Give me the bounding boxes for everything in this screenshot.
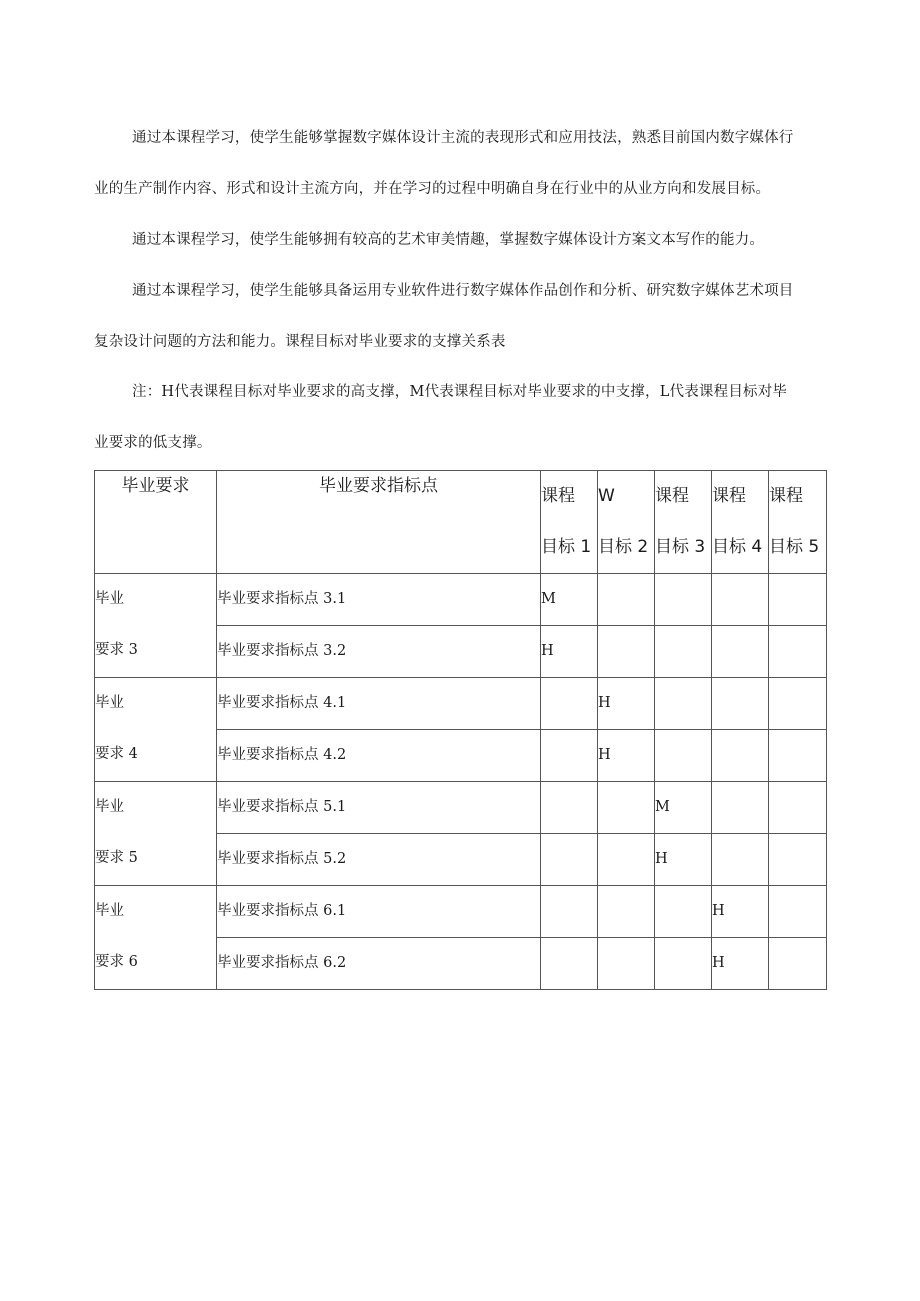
goal-5-mark: [769, 886, 827, 938]
goal-3-mark: [655, 886, 712, 938]
goal-1-mark: [541, 730, 598, 782]
paragraph-line: 通过本课程学习，使学生能够掌握数字媒体设计主流的表现形式和应用技法，熟悉目前国内数字媒体行: [132, 130, 794, 146]
paragraph-line: 通过本课程学习，使学生能够拥有较高的艺术审美情趣，掌握数字媒体设计方案文本写作的能力。: [132, 232, 765, 248]
header-goal-4: [712, 471, 769, 574]
indicator-cell: 毕业要求指标点 6.2: [217, 938, 541, 990]
goal-2-mark: [598, 782, 655, 834]
goal-4-mark: [712, 574, 769, 626]
goal-1-mark: [541, 938, 598, 990]
goal-5-mark: [769, 938, 827, 990]
header-goal-line2: 目标 1: [541, 537, 592, 557]
header-goal-line2: 目标 3: [655, 537, 706, 557]
header-goal-line1: 课程: [655, 486, 689, 506]
goal-2-mark: [598, 938, 655, 990]
requirement-label-line2: 要求 6: [95, 954, 138, 970]
support-relationship-table: [94, 470, 827, 990]
goal-1-mark: M: [541, 574, 598, 626]
goal-5-mark: [769, 678, 827, 730]
table-header-row: [95, 471, 827, 574]
header-goal-line2: 目标 2: [598, 537, 649, 557]
paragraph-goal-1: [94, 113, 834, 215]
goal-5-mark: [769, 782, 827, 834]
header-goal-3: [655, 471, 712, 574]
indicator-cell: 毕业要求指标点 4.2: [217, 730, 541, 782]
goal-1-mark: [541, 678, 598, 730]
goal-3-mark: [655, 938, 712, 990]
goal-3-mark: [655, 678, 712, 730]
table-row: [95, 886, 827, 938]
header-indicator: 毕业要求指标点: [217, 471, 541, 574]
goal-3-mark: H: [655, 834, 712, 886]
goal-3-mark: [655, 574, 712, 626]
goal-2-mark: [598, 574, 655, 626]
goal-4-mark: [712, 834, 769, 886]
header-goal-line1: 课程: [769, 486, 803, 506]
requirement-label-line1: 毕业: [95, 903, 124, 919]
goal-3-mark: [655, 626, 712, 678]
goal-2-mark: [598, 626, 655, 678]
header-goal-line1: 课程: [541, 486, 575, 506]
requirement-label-line1: 毕业: [95, 591, 124, 607]
header-goal-5: [769, 471, 827, 574]
goal-1-mark: [541, 782, 598, 834]
goal-1-mark: [541, 834, 598, 886]
goal-4-mark: [712, 730, 769, 782]
goal-2-mark: H: [598, 678, 655, 730]
header-goal-line2: 目标 4: [712, 537, 763, 557]
goal-2-mark: H: [598, 730, 655, 782]
goal-2-mark: [598, 886, 655, 938]
goal-1-mark: [541, 886, 598, 938]
paragraph-goal-2: [94, 215, 834, 266]
requirement-label-line1: 毕业: [95, 799, 124, 815]
requirement-label-line1: 毕业: [95, 695, 124, 711]
goal-4-mark: H: [712, 886, 769, 938]
header-goal-2: [598, 471, 655, 574]
goal-4-mark: [712, 678, 769, 730]
goal-4-mark: [712, 626, 769, 678]
paragraph-note: [94, 367, 834, 469]
table-row: [95, 678, 827, 730]
goal-5-mark: [769, 730, 827, 782]
requirement-label-line2: 要求 5: [95, 850, 138, 866]
goal-3-mark: M: [655, 782, 712, 834]
paragraph-line: 业的生产制作内容、形式和设计主流方向，并在学习的过程中明确自身在行业中的从业方向和发展目标。: [94, 181, 771, 197]
goal-4-mark: [712, 782, 769, 834]
indicator-cell: 毕业要求指标点 6.1: [217, 886, 541, 938]
requirement-group-4: [95, 678, 217, 782]
indicator-cell: 毕业要求指标点 5.1: [217, 782, 541, 834]
paragraph-line: 通过本课程学习，使学生能够具备运用专业软件进行数字媒体作品创作和分析、研究数字媒体艺术项目: [132, 283, 794, 299]
indicator-cell: 毕业要求指标点 3.1: [217, 574, 541, 626]
header-goal-1: [541, 471, 598, 574]
requirement-label-line2: 要求 3: [95, 642, 138, 658]
paragraph-line: 业要求的低支撑。: [94, 435, 212, 451]
indicator-cell: 毕业要求指标点 5.2: [217, 834, 541, 886]
requirement-group-3: [95, 574, 217, 678]
goal-5-mark: [769, 626, 827, 678]
requirement-label-line2: 要求 4: [95, 746, 138, 762]
goal-5-mark: [769, 834, 827, 886]
table-row: [95, 574, 827, 626]
requirement-group-6: [95, 886, 217, 990]
header-requirement: 毕业要求: [95, 471, 217, 574]
paragraph-line: 复杂设计问题的方法和能力。课程目标对毕业要求的支撑关系表: [94, 334, 506, 350]
goal-1-mark: H: [541, 626, 598, 678]
goal-4-mark: H: [712, 938, 769, 990]
requirement-group-5: [95, 782, 217, 886]
goal-5-mark: [769, 574, 827, 626]
indicator-cell: 毕业要求指标点 3.2: [217, 626, 541, 678]
table-row: [95, 782, 827, 834]
header-goal-line1: W: [598, 486, 615, 506]
header-goal-line1: 课程: [712, 486, 746, 506]
indicator-cell: 毕业要求指标点 4.1: [217, 678, 541, 730]
paragraph-line: 注：H代表课程目标对毕业要求的高支撑，M代表课程目标对毕业要求的中支撑，L代表课程目标对毕: [132, 384, 788, 400]
header-goal-line2: 目标 5: [769, 537, 820, 557]
paragraph-goal-3: [94, 266, 834, 368]
goal-3-mark: [655, 730, 712, 782]
goal-2-mark: [598, 834, 655, 886]
